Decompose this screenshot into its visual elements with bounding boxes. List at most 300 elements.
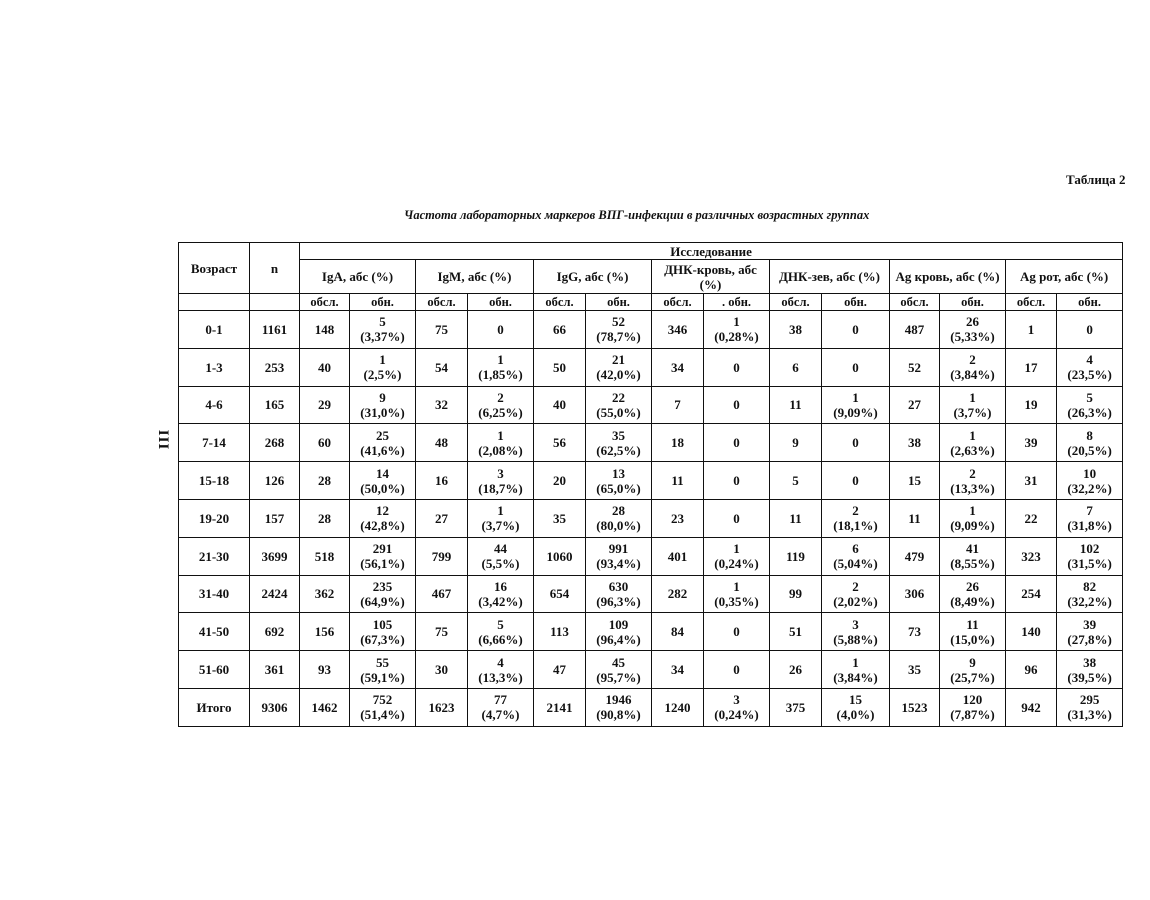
examined-cell: 20 (534, 462, 586, 500)
detected-count: 4 (497, 654, 504, 670)
header-group-ag-blood: Ag кровь, абс (%) (890, 260, 1006, 294)
header-detected: обн. (822, 294, 890, 311)
detected-count: 2 (497, 389, 504, 405)
detected-count: 0 (733, 662, 740, 678)
header-detected: обн. (586, 294, 652, 311)
detected-percent: (31,3%) (1067, 707, 1112, 723)
detected-percent: (5,04%) (833, 556, 878, 572)
examined-cell: 39 (1006, 424, 1057, 462)
examined-cell: 11 (652, 462, 704, 500)
detected-cell (822, 386, 890, 424)
detected-count: 26 (966, 578, 979, 594)
age-cell: 21-30 (179, 537, 250, 575)
detected-percent: (9,09%) (833, 404, 878, 420)
detected-count: 235 (372, 578, 393, 594)
examined-cell: 93 (300, 651, 350, 689)
n-cell: 361 (250, 651, 300, 689)
detected-percent: (0,35%) (714, 593, 759, 609)
detected-percent: (2,02%) (833, 593, 878, 609)
detected-count: 44 (494, 541, 507, 557)
detected-cell (1057, 537, 1123, 575)
detected-cell (704, 499, 770, 537)
header-detected: обн. (940, 294, 1006, 311)
examined-cell: 99 (770, 575, 822, 613)
examined-cell: 1462 (300, 688, 350, 726)
examined-cell: 148 (300, 311, 350, 349)
examined-cell: 346 (652, 311, 704, 349)
detected-cell (1057, 348, 1123, 386)
detected-percent: (13,3%) (478, 669, 523, 685)
detected-percent: (50,0%) (360, 480, 405, 496)
table-body (179, 311, 1123, 727)
age-cell: 1-3 (179, 348, 250, 386)
detected-percent: (1,85%) (478, 367, 523, 383)
n-cell: 126 (250, 462, 300, 500)
detected-count: 52 (612, 314, 625, 330)
examined-cell: 7 (652, 386, 704, 424)
header-group-igm: IgM, абс (%) (416, 260, 534, 294)
detected-percent: (65,0%) (596, 480, 641, 496)
detected-cell (822, 348, 890, 386)
detected-cell (704, 424, 770, 462)
table-row (179, 613, 1123, 651)
detected-percent: (0,28%) (714, 329, 759, 345)
header-examined: обсл. (890, 294, 940, 311)
examined-cell: 282 (652, 575, 704, 613)
examined-cell: 17 (1006, 348, 1057, 386)
header-detected: обн. (468, 294, 534, 311)
examined-cell: 30 (416, 651, 468, 689)
detected-percent: (90,8%) (596, 707, 641, 723)
examined-cell: 35 (534, 499, 586, 537)
examined-cell: 84 (652, 613, 704, 651)
examined-cell: 1060 (534, 537, 586, 575)
age-cell: 41-50 (179, 613, 250, 651)
age-cell: 31-40 (179, 575, 250, 613)
detected-percent: (2,5%) (363, 367, 402, 383)
examined-cell: 31 (1006, 462, 1057, 500)
examined-cell: 60 (300, 424, 350, 462)
detected-cell (822, 651, 890, 689)
examined-cell: 5 (770, 462, 822, 500)
detected-cell (822, 688, 890, 726)
detected-count: 120 (962, 692, 983, 708)
detected-percent: (18,7%) (478, 480, 523, 496)
detected-cell (468, 651, 534, 689)
detected-cell (704, 651, 770, 689)
detected-percent: (96,3%) (596, 593, 641, 609)
detected-count: 0 (1086, 321, 1093, 337)
detected-count: 39 (1083, 616, 1097, 632)
table-row (179, 499, 1123, 537)
detected-cell (586, 688, 652, 726)
detected-cell (468, 462, 534, 500)
detected-cell (822, 537, 890, 575)
detected-cell (350, 424, 416, 462)
detected-percent: (78,7%) (596, 329, 641, 345)
header-study: Исследование (300, 243, 1123, 260)
detected-percent: (8,55%) (950, 556, 995, 572)
detected-count: 1 (852, 654, 859, 670)
detected-count: 1 (969, 389, 976, 405)
examined-cell: 942 (1006, 688, 1057, 726)
detected-count: 21 (612, 352, 625, 368)
header-group-igg: IgG, абс (%) (534, 260, 652, 294)
age-cell: 19-20 (179, 499, 250, 537)
detected-cell (586, 537, 652, 575)
detected-count: 8 (1086, 427, 1093, 443)
detected-percent: (25,7%) (950, 669, 995, 685)
detected-cell (940, 537, 1006, 575)
detected-count: 3 (733, 692, 740, 708)
n-cell: 253 (250, 348, 300, 386)
header-group-dna-blood: ДНК-кровь, абс (%) (652, 260, 770, 294)
detected-count: 7 (1086, 503, 1093, 519)
detected-count: 13 (612, 465, 625, 481)
examined-cell: 16 (416, 462, 468, 500)
n-cell: 3699 (250, 537, 300, 575)
detected-count: 0 (497, 321, 504, 337)
detected-percent: (20,5%) (1067, 442, 1112, 458)
detected-count: 1 (497, 503, 504, 519)
detected-cell (468, 348, 534, 386)
detected-percent: (13,3%) (950, 480, 995, 496)
detected-percent: (9,09%) (950, 518, 995, 534)
detected-count: 10 (1083, 465, 1097, 481)
detected-cell (822, 613, 890, 651)
detected-count: 1 (733, 314, 740, 330)
detected-cell (822, 575, 890, 613)
examined-cell: 52 (890, 348, 940, 386)
detected-cell (940, 462, 1006, 500)
header-group-ag-mouth: Ag рот, абс (%) (1006, 260, 1123, 294)
detected-cell (350, 537, 416, 575)
detected-count: 1 (969, 503, 976, 519)
detected-cell (1057, 688, 1123, 726)
n-cell: 268 (250, 424, 300, 462)
detected-count: 0 (852, 473, 859, 489)
detected-cell (586, 613, 652, 651)
examined-cell: 66 (534, 311, 586, 349)
detected-count: 2 (969, 352, 976, 368)
detected-percent: (62,5%) (596, 442, 641, 458)
detected-count: 11 (966, 616, 979, 632)
detected-count: 1 (733, 578, 740, 594)
detected-percent: (42,0%) (596, 367, 641, 383)
detected-count: 1 (969, 427, 976, 443)
frequency-table (178, 242, 1123, 727)
detected-cell (586, 575, 652, 613)
detected-cell (940, 348, 1006, 386)
age-cell: Итого (179, 688, 250, 726)
detected-cell (468, 575, 534, 613)
detected-count: 41 (966, 541, 979, 557)
examined-cell: 34 (652, 348, 704, 386)
age-cell: 15-18 (179, 462, 250, 500)
header-spacer (250, 294, 300, 311)
table-row (179, 688, 1123, 726)
detected-count: 991 (608, 541, 629, 557)
detected-percent: (3,42%) (478, 593, 523, 609)
detected-cell (350, 311, 416, 349)
detected-cell (704, 386, 770, 424)
detected-count: 22 (612, 389, 625, 405)
detected-cell (350, 348, 416, 386)
examined-cell: 26 (770, 651, 822, 689)
table-row (179, 462, 1123, 500)
examined-cell: 28 (300, 462, 350, 500)
detected-count: 0 (852, 359, 859, 375)
examined-cell: 56 (534, 424, 586, 462)
detected-count: 6 (852, 541, 859, 557)
table-row (179, 386, 1123, 424)
examined-cell: 19 (1006, 386, 1057, 424)
examined-cell: 38 (890, 424, 940, 462)
detected-count: 9 (379, 389, 386, 405)
examined-cell: 401 (652, 537, 704, 575)
header-spacer (179, 294, 250, 311)
detected-percent: (31,5%) (1067, 556, 1112, 572)
detected-count: 35 (612, 427, 625, 443)
examined-cell: 54 (416, 348, 468, 386)
examined-cell: 799 (416, 537, 468, 575)
detected-cell (468, 613, 534, 651)
detected-cell (586, 651, 652, 689)
detected-percent: (3,84%) (833, 669, 878, 685)
examined-cell: 9 (770, 424, 822, 462)
detected-count: 12 (376, 503, 389, 519)
detected-percent: (6,66%) (478, 631, 523, 647)
table-row (179, 311, 1123, 349)
table-row (179, 651, 1123, 689)
detected-count: 0 (852, 321, 859, 337)
detected-count: 16 (494, 578, 507, 594)
header-group-dna-throat: ДНК-зев, абс (%) (770, 260, 890, 294)
detected-cell (1057, 499, 1123, 537)
detected-percent: (93,4%) (596, 556, 641, 572)
n-cell: 165 (250, 386, 300, 424)
detected-cell (1057, 613, 1123, 651)
detected-count: 45 (612, 654, 625, 670)
detected-cell (940, 575, 1006, 613)
detected-cell (468, 386, 534, 424)
detected-count: 2 (969, 465, 976, 481)
examined-cell: 35 (890, 651, 940, 689)
detected-percent: (32,2%) (1067, 593, 1112, 609)
detected-cell (468, 688, 534, 726)
examined-cell: 11 (770, 499, 822, 537)
detected-count: 55 (376, 654, 389, 670)
detected-cell (704, 613, 770, 651)
detected-count: 0 (733, 624, 740, 640)
n-cell: 2424 (250, 575, 300, 613)
detected-percent: (0,24%) (714, 556, 759, 572)
header-examined: обсл. (652, 294, 704, 311)
detected-percent: (5,5%) (481, 556, 520, 572)
header-group-iga: IgA, абс (%) (300, 260, 416, 294)
detected-percent: (0,24%) (714, 707, 759, 723)
table-label: Таблица 2 (1066, 172, 1126, 187)
detected-percent: (31,0%) (360, 404, 405, 420)
detected-percent: (96,4%) (596, 631, 641, 647)
examined-cell: 23 (652, 499, 704, 537)
examined-cell: 32 (416, 386, 468, 424)
table-row (179, 575, 1123, 613)
detected-cell (350, 462, 416, 500)
examined-cell: 306 (890, 575, 940, 613)
detected-count: 38 (1083, 654, 1097, 670)
examined-cell: 11 (770, 386, 822, 424)
examined-cell: 75 (416, 311, 468, 349)
detected-percent: (4,7%) (481, 707, 520, 723)
examined-cell: 29 (300, 386, 350, 424)
examined-cell: 254 (1006, 575, 1057, 613)
detected-count: 102 (1079, 541, 1100, 557)
examined-cell: 48 (416, 424, 468, 462)
examined-cell: 1623 (416, 688, 468, 726)
examined-cell: 27 (416, 499, 468, 537)
examined-cell: 375 (770, 688, 822, 726)
header-examined: обсл. (300, 294, 350, 311)
detected-cell (350, 575, 416, 613)
examined-cell: 140 (1006, 613, 1057, 651)
header-detected: обн. (1057, 294, 1123, 311)
page-number: III (155, 429, 171, 451)
examined-cell: 15 (890, 462, 940, 500)
detected-cell (822, 462, 890, 500)
detected-percent: (3,37%) (360, 329, 405, 345)
detected-count: 105 (372, 616, 393, 632)
examined-cell: 11 (890, 499, 940, 537)
detected-cell (940, 499, 1006, 537)
detected-percent: (6,25%) (478, 404, 523, 420)
detected-percent: (5,88%) (833, 631, 878, 647)
detected-count: 1 (497, 427, 504, 443)
detected-cell (940, 613, 1006, 651)
detected-count: 3 (497, 465, 504, 481)
detected-percent: (7,87%) (950, 707, 995, 723)
detected-count: 1 (497, 352, 504, 368)
detected-percent: (18,1%) (833, 518, 878, 534)
detected-cell (940, 688, 1006, 726)
detected-count: 0 (852, 435, 859, 451)
table-row (179, 348, 1123, 386)
age-cell: 7-14 (179, 424, 250, 462)
detected-percent: (51,4%) (360, 707, 405, 723)
age-cell: 51-60 (179, 651, 250, 689)
detected-percent: (31,8%) (1067, 518, 1112, 534)
header-detected: обн. (350, 294, 416, 311)
header-n: n (250, 243, 300, 294)
detected-percent: (3,84%) (950, 367, 995, 383)
detected-cell (586, 386, 652, 424)
detected-cell (350, 499, 416, 537)
examined-cell: 28 (300, 499, 350, 537)
detected-cell (1057, 424, 1123, 462)
examined-cell: 1523 (890, 688, 940, 726)
detected-percent: (26,3%) (1067, 404, 1112, 420)
detected-percent: (3,7%) (481, 518, 520, 534)
detected-percent: (4,0%) (836, 707, 875, 723)
detected-count: 14 (376, 465, 389, 481)
detected-cell (468, 311, 534, 349)
detected-count: 28 (612, 503, 625, 519)
detected-percent: (80,0%) (596, 518, 641, 534)
examined-cell: 487 (890, 311, 940, 349)
examined-cell: 73 (890, 613, 940, 651)
detected-count: 5 (497, 616, 504, 632)
detected-cell (940, 424, 1006, 462)
detected-percent: (55,0%) (596, 404, 641, 420)
examined-cell: 96 (1006, 651, 1057, 689)
examined-cell: 2141 (534, 688, 586, 726)
detected-count: 1 (379, 352, 386, 368)
detected-cell (468, 537, 534, 575)
detected-count: 752 (372, 692, 393, 708)
detected-count: 0 (733, 359, 740, 375)
examined-cell: 323 (1006, 537, 1057, 575)
detected-cell (586, 499, 652, 537)
detected-count: 5 (379, 314, 386, 330)
detected-cell (940, 386, 1006, 424)
examined-cell: 479 (890, 537, 940, 575)
detected-count: 109 (608, 616, 629, 632)
n-cell: 9306 (250, 688, 300, 726)
detected-cell (350, 688, 416, 726)
detected-percent: (59,1%) (360, 669, 405, 685)
header-examined: обсл. (1006, 294, 1057, 311)
header-examined: обсл. (770, 294, 822, 311)
detected-cell (586, 424, 652, 462)
detected-percent: (8,49%) (950, 593, 995, 609)
detected-cell (1057, 386, 1123, 424)
detected-count: 15 (849, 692, 862, 708)
detected-count: 3 (852, 616, 859, 632)
detected-percent: (27,8%) (1067, 631, 1112, 647)
detected-percent: (42,8%) (360, 518, 405, 534)
examined-cell: 18 (652, 424, 704, 462)
detected-count: 4 (1086, 352, 1093, 368)
detected-cell (586, 311, 652, 349)
detected-count: 82 (1083, 578, 1097, 594)
detected-cell (1057, 462, 1123, 500)
detected-cell (704, 348, 770, 386)
examined-cell: 654 (534, 575, 586, 613)
detected-cell (350, 386, 416, 424)
detected-percent: (5,33%) (950, 329, 995, 345)
detected-cell (704, 537, 770, 575)
detected-cell (1057, 311, 1123, 349)
examined-cell: 40 (300, 348, 350, 386)
detected-count: 630 (608, 578, 629, 594)
detected-count: 9 (969, 654, 976, 670)
examined-cell: 38 (770, 311, 822, 349)
table-row (179, 424, 1123, 462)
header-examined: обсл. (416, 294, 468, 311)
detected-count: 0 (733, 510, 740, 526)
detected-cell (468, 424, 534, 462)
examined-cell: 119 (770, 537, 822, 575)
detected-count: 0 (733, 473, 740, 489)
examined-cell: 22 (1006, 499, 1057, 537)
table-row (179, 537, 1123, 575)
detected-cell (822, 499, 890, 537)
table-title: Частота лабораторных маркеров ВПГ-инфекции в различных возрастных группах (404, 208, 870, 222)
examined-cell: 113 (534, 613, 586, 651)
n-cell: 1161 (250, 311, 300, 349)
age-cell: 0-1 (179, 311, 250, 349)
detected-percent: (2,08%) (478, 442, 523, 458)
